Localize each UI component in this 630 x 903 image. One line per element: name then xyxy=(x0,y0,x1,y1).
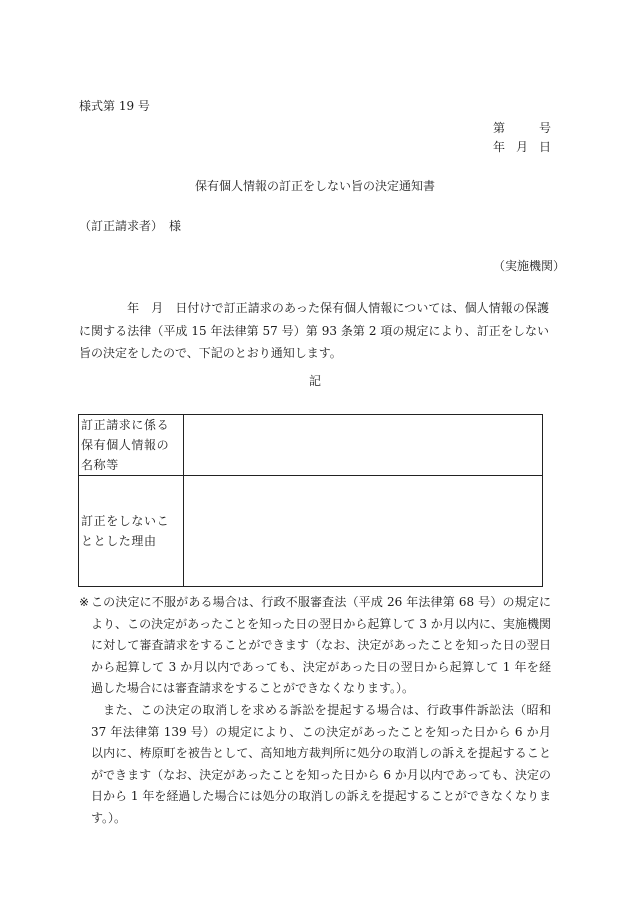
date-month: 月 xyxy=(515,140,528,154)
notice-body-paragraph: 年 月 日付けで訂正請求のあった保有個人情報については、個人情報の保護に関する法律（平成 15 年法律第 57 号）第 93 条第 2 項の規定により、訂正をしない旨の決定をしたので、下記のとおり通知します。 xyxy=(79,301,549,360)
table-row xyxy=(79,415,543,476)
appeal-notes xyxy=(79,592,551,830)
implementing-agency: （実施機関） xyxy=(493,259,566,273)
table-row xyxy=(79,476,543,587)
number-prefix: 第 xyxy=(493,121,506,135)
form-number: 様式第 19 号 xyxy=(79,99,150,113)
date-line xyxy=(493,141,551,153)
reason-label: 訂正をしないこととした理由 xyxy=(79,476,184,587)
date-day: 日 xyxy=(538,140,551,154)
appeal-note-lawsuit: また、この決定の取消しを求める訴訟を提起する場合は、行政事件訴訟法（昭和 37 年法律第 139 号）の規定により、この決定があったことを知った日から 6 か月以内に、梼原町を被告として、高知地方裁判所に処分の取消しの訴えを提起することができます（なお、決定があったことを知った日から 6 か月以内であっても、決定の日から 1 年を経過した場合には処分の取消しの訴えを提起することができなくなります。）。 xyxy=(91,702,551,825)
document-number-line xyxy=(493,122,551,134)
number-suffix: 号 xyxy=(538,121,551,135)
document-title: 保有個人情報の訂正をしない旨の決定通知書 xyxy=(194,179,435,193)
appeal-note-review: この決定に不服がある場合は、行政不服審査法（平成 26 年法律第 68 号）の規定により、この決定があったことを知った日の翌日から起算して 3 か月以内に、実施機関に対して審査請求をすることができます（なお、決定があったことを知った日の翌日から起算して 3 か月以内であっても、決定があった日の翌日から起算して 1 年を経過した場合には審査請求をすることができなくなります。）。 xyxy=(91,595,551,696)
addressee: （訂正請求者） 様 xyxy=(79,219,182,233)
personal-info-name-label: 訂正請求に係る保有個人情報の名称等 xyxy=(79,415,184,476)
date-year: 年 xyxy=(493,140,506,154)
decision-table xyxy=(78,414,543,587)
personal-info-name-value xyxy=(184,415,543,476)
reason-value xyxy=(184,476,543,587)
ki-heading: 記 xyxy=(308,374,321,388)
notice-body xyxy=(79,297,549,365)
note-mark: ※ xyxy=(79,595,90,609)
